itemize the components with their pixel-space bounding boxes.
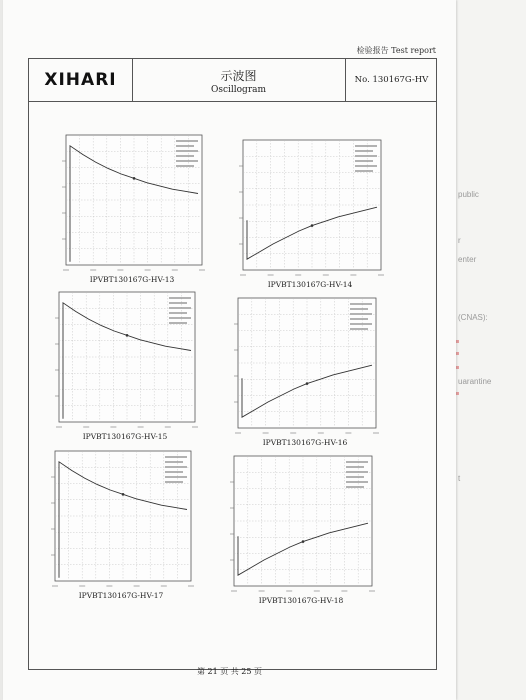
oscillogram-caption: IPVBT130167G-HV-13: [89, 275, 175, 284]
page-title: [132, 59, 345, 101]
page-number: 第 21 页 共 25 页: [196, 667, 263, 676]
oscillogram-caption: IPVBT130167G-HV-17: [78, 591, 164, 600]
cursor-marker: [126, 334, 129, 337]
title-chinese: 示波图: [220, 69, 257, 83]
adjacent-page-text: public: [458, 190, 479, 199]
oscillogram-caption: IPVBT130167G-HV-16: [262, 438, 348, 447]
oscillogram-plot: [58, 133, 206, 273]
report-page: [3, 0, 456, 700]
oscillogram-caption: IPVBT130167G-HV-14: [267, 280, 353, 289]
adjacent-page-text: r: [458, 236, 461, 245]
oscillogram-5: [47, 449, 195, 600]
cursor-marker: [306, 382, 309, 385]
report-header: [29, 59, 436, 102]
adjacent-page-text: enter: [458, 255, 477, 264]
company-logo: XIHARI: [29, 59, 133, 101]
cursor-marker: [133, 177, 136, 180]
oscillogram-plot: [235, 138, 385, 278]
oscillogram-2: [235, 138, 385, 289]
oscillogram-plot: [226, 454, 376, 594]
adjacent-page-text: t: [458, 474, 461, 483]
oscillogram-caption: IPVBT130167G-HV-18: [258, 596, 344, 605]
report-type-label: 检验报告 Test report: [356, 46, 436, 55]
oscillogram-plot: [230, 296, 380, 436]
oscillogram-plot: [51, 290, 199, 430]
oscillogram-3: [51, 290, 199, 441]
oscillogram-1: [58, 133, 206, 284]
adjacent-page-text: uarantine: [458, 377, 492, 386]
oscillogram-4: [230, 296, 380, 447]
oscillogram-caption: IPVBT130167G-HV-15: [82, 432, 168, 441]
oscillogram-6: [226, 454, 376, 605]
oscillogram-plot: [47, 449, 195, 589]
cursor-marker: [302, 540, 305, 543]
title-english: Oscillogram: [210, 85, 267, 95]
cursor-marker: [122, 493, 125, 496]
adjacent-page: [455, 0, 526, 700]
adjacent-page-text: (CNAS):: [458, 313, 488, 322]
report-number: No. 130167G-HV: [345, 59, 437, 101]
cursor-marker: [311, 224, 314, 227]
